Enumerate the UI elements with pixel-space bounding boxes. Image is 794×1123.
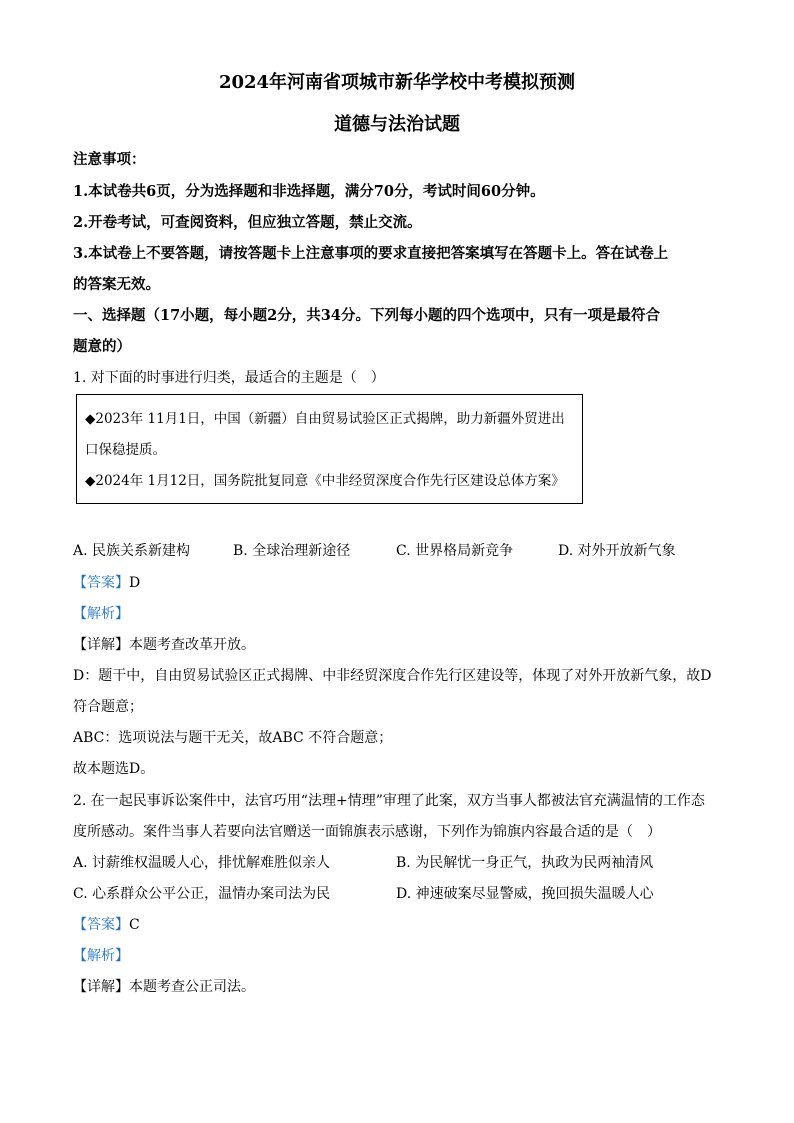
q2-detail: 本题考查公正司法。: [129, 979, 255, 995]
exam-title: 2024年河南省项城市新华学校中考模拟预测: [218, 72, 576, 93]
q1-answer-line: [73, 573, 140, 593]
detail-tag: 【详解】: [73, 979, 129, 995]
q1-stem: 1. 对下面的时事进行归类，最适合的主题是（ ）: [73, 370, 385, 386]
q2-option-b: B. 为民解忧一身正气，执政为民两袖清风: [396, 855, 654, 871]
q2-answer-line: [73, 915, 140, 935]
q2-detail-line: [73, 977, 255, 997]
q1-news-box: [76, 394, 583, 504]
notice-heading: 注意事项：: [73, 151, 146, 168]
q2-answer: C: [129, 917, 140, 933]
notice-item-1: 1.本试卷共6页，分为选择题和非选择题，满分70分，考试时间60分钟。: [73, 183, 545, 200]
q2-option-c: C. 心系群众公平公正，温情办案司法为民: [73, 886, 331, 902]
notice-item-2: 2.开卷考试，可查阅资料，但应独立答题，禁止交流。: [73, 214, 422, 231]
notice-item-3: 3.本试卷上不要答题，请按答题卡上注意事项的要求直接把答案填写在答题卡上。答在试卷上: [73, 245, 669, 262]
q1-explain-3: ABC：选项说法与题干无关，故ABC 不符合题意；: [73, 730, 393, 746]
q2-option-d: D. 神速破案尽显警威，挽回损失温暖人心: [396, 886, 654, 902]
q1-explain-4: 故本题选D。: [73, 761, 155, 777]
detail-tag: 【详解】: [73, 637, 129, 653]
q1-answer: D: [129, 575, 141, 591]
q1-analysis-line: [73, 604, 129, 624]
q1-detail-line: [73, 635, 255, 655]
answer-tag: 【答案】: [73, 917, 129, 933]
q1-explain-1: D：题干中，自由贸易试验区正式揭牌、中非经贸深度合作先行区建设等，体现了对外开放新气象，故D: [73, 668, 712, 684]
exam-subtitle: 道德与法治试题: [334, 114, 460, 135]
section-heading-cont: 题意的）: [73, 338, 131, 355]
q1-box-line-3: ◆2024年 1月12日，国务院批复同意《中非经贸深度合作先行区建设总体方案》: [85, 473, 565, 489]
section-heading: 一、选择题（17小题，每小题2分，共34分。下列每小题的四个选项中，只有一项是最符合: [73, 307, 660, 324]
q1-explain-2: 符合题意；: [73, 699, 143, 715]
q2-stem-2: 度所感动。案件当事人若要向法官赠送一面锦旗表示感谢，下列作为锦旗内容最合适的是（ ）: [73, 824, 661, 840]
analysis-tag: 【解析】: [73, 948, 129, 964]
q1-option-d: D. 对外开放新气象: [558, 543, 676, 559]
q2-analysis-line: [73, 946, 129, 966]
notice-item-3-cont: 的答案无效。: [73, 276, 160, 293]
q1-box-line-2: 口保稳提质。: [85, 442, 166, 458]
answer-tag: 【答案】: [73, 575, 129, 591]
q1-option-b: B. 全球治理新途径: [233, 543, 351, 559]
q1-option-c: C. 世界格局新竞争: [396, 543, 514, 559]
analysis-tag: 【解析】: [73, 606, 129, 622]
q1-detail: 本题考查改革开放。: [129, 637, 255, 653]
q1-box-line-1: ◆2023年 11月1日，中国（新疆）自由贸易试验区正式揭牌，助力新疆外贸进出: [85, 411, 565, 427]
q1-option-a: A. 民族关系新建构: [73, 543, 191, 559]
q2-stem-1: 2. 在一起民事诉讼案件中，法官巧用“法理+情理”审理了此案，双方当事人都被法官充满温情的工作态: [73, 793, 705, 809]
q2-option-a: A. 讨薪维权温暖人心，排忧解难胜似亲人: [73, 855, 331, 871]
